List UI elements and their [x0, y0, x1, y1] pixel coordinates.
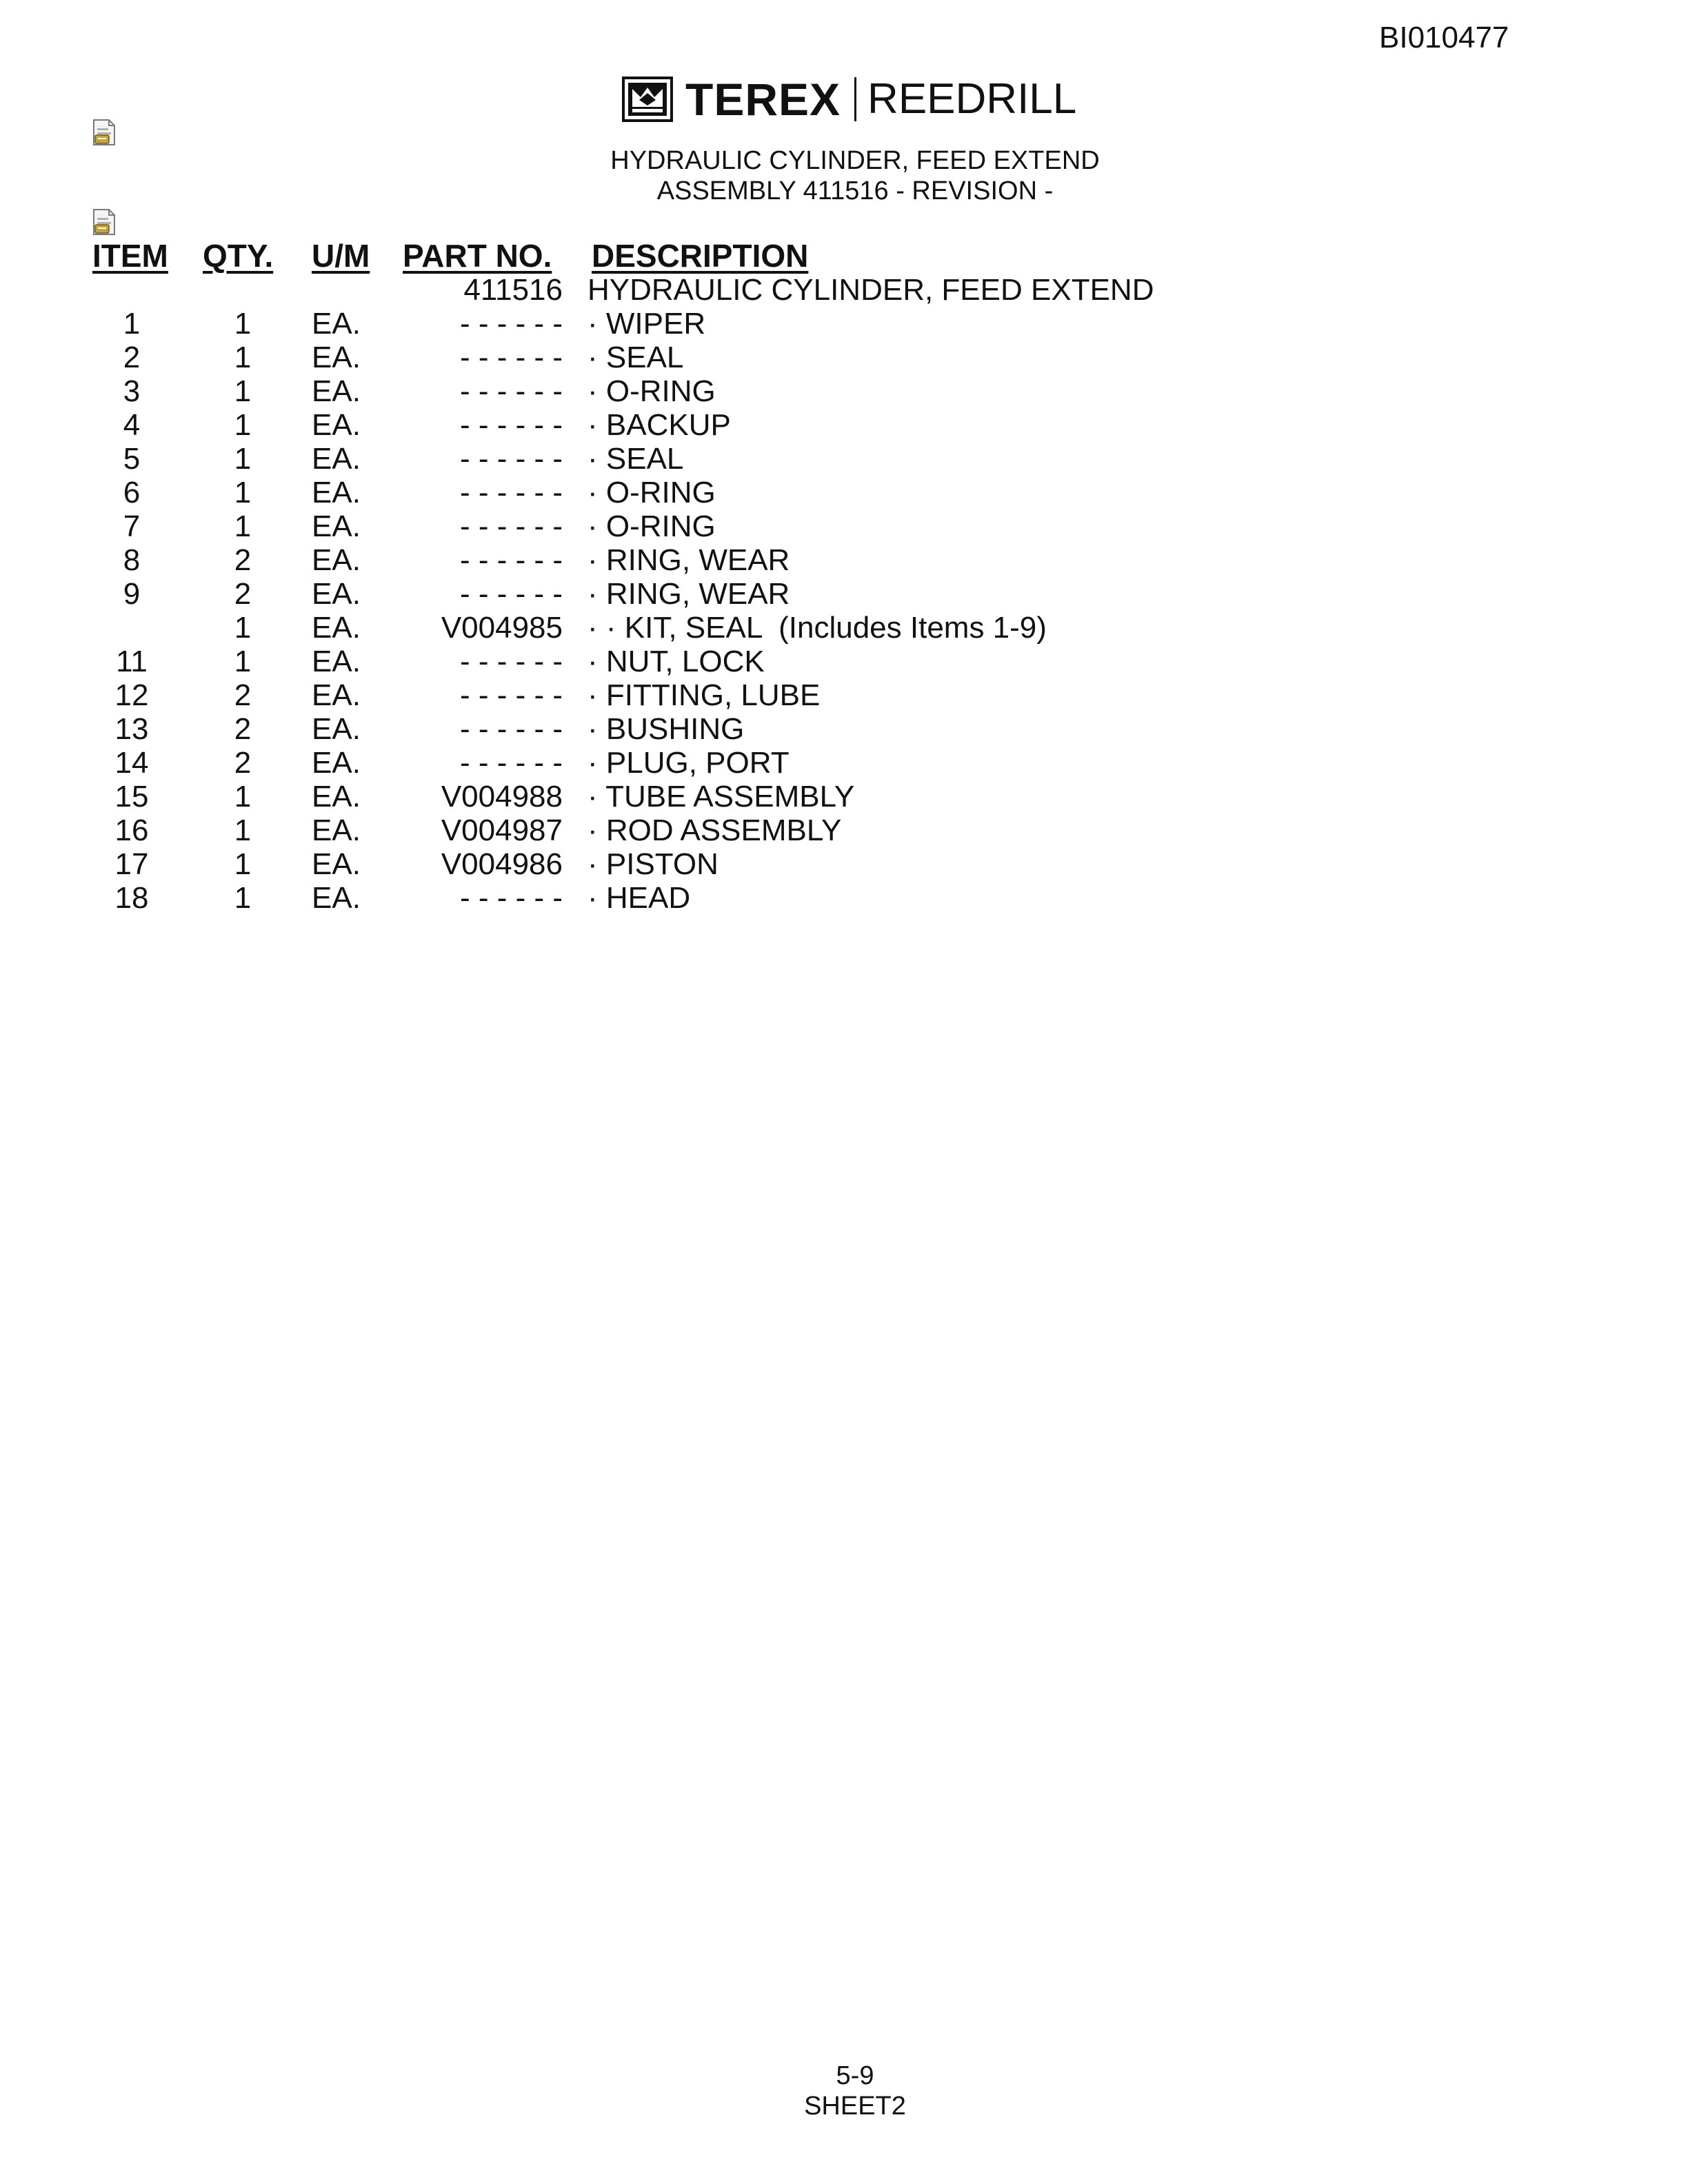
description-cell: · BACKUP: [587, 408, 731, 442]
description-cell: · FITTING, LUBE: [587, 678, 821, 712]
um-cell: EA.: [312, 678, 361, 712]
table-header: [0, 237, 1688, 274]
item-cell: 17: [114, 847, 149, 881]
table-row: [0, 847, 1688, 880]
description-cell: · O-RING: [587, 476, 716, 509]
description-cell: · PISTON: [587, 847, 719, 881]
document-id: BI010477: [1379, 21, 1509, 54]
logo-divider: [854, 77, 856, 121]
item-cell: 5: [123, 442, 141, 476]
um-cell: EA.: [312, 611, 361, 645]
qty-cell: 1: [234, 780, 252, 813]
item-cell: 13: [114, 712, 149, 746]
um-cell: EA.: [312, 442, 361, 476]
description-cell: · · KIT, SEAL (Includes Items 1-9): [587, 611, 1047, 645]
part-no-cell: V004988: [441, 780, 563, 813]
item-cell: 7: [123, 509, 141, 543]
qty-cell: 2: [234, 678, 252, 712]
qty-cell: 1: [234, 813, 252, 847]
um-cell: EA.: [312, 712, 361, 746]
um-cell: EA.: [312, 341, 361, 374]
part-no-cell: V004986: [441, 847, 563, 881]
table-row: [0, 374, 1688, 407]
item-cell: 12: [114, 678, 149, 712]
table-row: [0, 780, 1688, 813]
document-title: HYDRAULIC CYLINDER, FEED EXTEND: [610, 146, 1100, 175]
item-cell: 18: [114, 881, 149, 915]
part-no-cell: - - - - - -: [459, 476, 563, 509]
description-cell: · O-RING: [587, 374, 716, 408]
sheet-label: SHEET2: [804, 2092, 906, 2121]
column-header-item: ITEM: [92, 238, 168, 274]
description-cell: · NUT, LOCK: [587, 645, 765, 678]
item-cell: 16: [114, 813, 149, 847]
column-header-part-no: PART NO.: [403, 238, 552, 274]
part-no-cell: - - - - - -: [459, 543, 563, 577]
table-row: [0, 678, 1688, 711]
item-cell: 4: [123, 408, 141, 442]
item-cell: 11: [116, 645, 148, 678]
brand-subname: REEDRILL: [867, 75, 1077, 123]
um-cell: EA.: [312, 780, 361, 813]
item-cell: 2: [123, 341, 141, 374]
table-row: [0, 611, 1688, 644]
qty-cell: 2: [234, 746, 252, 780]
qty-cell: 1: [234, 374, 252, 408]
um-cell: EA.: [312, 847, 361, 881]
table-row: [0, 577, 1688, 610]
description-cell: · HEAD: [587, 881, 691, 915]
description-cell: · ROD ASSEMBLY: [587, 813, 842, 847]
description-cell: · TUBE ASSEMBLY: [587, 780, 855, 813]
item-cell: 1: [123, 307, 141, 341]
part-no-cell: 411516: [463, 273, 563, 307]
part-no-cell: - - - - - -: [459, 509, 563, 543]
description-cell: · SEAL: [587, 442, 684, 476]
part-no-cell: - - - - - -: [459, 307, 563, 341]
table-row: [0, 645, 1688, 678]
table-row: [0, 509, 1688, 543]
qty-cell: 1: [234, 476, 252, 509]
part-no-cell: V004985: [441, 611, 563, 645]
qty-cell: 1: [234, 408, 252, 442]
qty-cell: 1: [234, 645, 252, 678]
qty-cell: 1: [234, 611, 252, 645]
item-cell: 8: [123, 543, 141, 577]
um-cell: EA.: [312, 509, 361, 543]
qty-cell: 1: [234, 341, 252, 374]
item-cell: 3: [123, 374, 141, 408]
part-no-cell: - - - - - -: [459, 442, 563, 476]
table-row: [0, 408, 1688, 441]
qty-cell: 1: [234, 442, 252, 476]
table-row: [0, 442, 1688, 475]
part-no-cell: - - - - - -: [459, 881, 563, 915]
um-cell: EA.: [312, 645, 361, 678]
description-cell: · WIPER: [587, 307, 706, 341]
table-row: [0, 712, 1688, 745]
document-subtitle: ASSEMBLY 411516 - REVISION -: [656, 176, 1054, 205]
um-cell: EA.: [312, 408, 361, 442]
part-no-cell: V004987: [441, 813, 563, 847]
um-cell: EA.: [312, 543, 361, 577]
part-no-cell: - - - - - -: [459, 645, 563, 678]
column-header-um: U/M: [312, 238, 370, 274]
qty-cell: 1: [234, 307, 252, 341]
table-row: [0, 307, 1688, 340]
part-no-cell: - - - - - -: [459, 746, 563, 780]
table-row: [0, 341, 1688, 374]
um-cell: EA.: [312, 374, 361, 408]
qty-cell: 1: [234, 881, 252, 915]
item-cell: 15: [114, 780, 149, 813]
qty-cell: 1: [234, 847, 252, 881]
description-cell: · RING, WEAR: [587, 543, 790, 577]
terex-crown-logo-icon: [622, 77, 673, 122]
part-no-cell: - - - - - -: [459, 341, 563, 374]
um-cell: EA.: [312, 307, 361, 341]
um-cell: EA.: [312, 577, 361, 611]
table-row: [0, 813, 1688, 847]
table-row: [0, 476, 1688, 509]
document-attachment-icon[interactable]: [91, 119, 117, 146]
description-cell: · O-RING: [587, 509, 716, 543]
part-no-cell: - - - - - -: [459, 408, 563, 442]
table-row: [0, 881, 1688, 914]
qty-cell: 1: [234, 509, 252, 543]
document-attachment-icon[interactable]: [91, 208, 117, 236]
part-no-cell: - - - - - -: [459, 374, 563, 408]
description-cell: · SEAL: [587, 341, 684, 374]
description-cell: · BUSHING: [587, 712, 745, 746]
qty-cell: 2: [234, 712, 252, 746]
column-header-qty: QTY.: [203, 238, 274, 274]
qty-cell: 2: [234, 577, 252, 611]
item-cell: 9: [123, 577, 141, 611]
description-cell: · PLUG, PORT: [587, 746, 790, 780]
description-cell: · RING, WEAR: [587, 577, 790, 611]
part-no-cell: - - - - - -: [459, 678, 563, 712]
column-header-description: DESCRIPTION: [592, 238, 809, 274]
table-row: [0, 543, 1688, 576]
part-no-cell: - - - - - -: [459, 712, 563, 746]
brand-logo: [622, 72, 1076, 127]
um-cell: EA.: [312, 476, 361, 509]
um-cell: EA.: [312, 881, 361, 915]
item-cell: 14: [114, 746, 149, 780]
table-row: [0, 273, 1688, 306]
part-no-cell: - - - - - -: [459, 577, 563, 611]
brand-name: TEREX: [685, 74, 841, 125]
page-number: 5-9: [836, 2061, 874, 2090]
description-cell: HYDRAULIC CYLINDER, FEED EXTEND: [587, 273, 1154, 307]
um-cell: EA.: [312, 813, 361, 847]
um-cell: EA.: [312, 746, 361, 780]
qty-cell: 2: [234, 543, 252, 577]
table-row: [0, 746, 1688, 779]
item-cell: 6: [123, 476, 141, 509]
